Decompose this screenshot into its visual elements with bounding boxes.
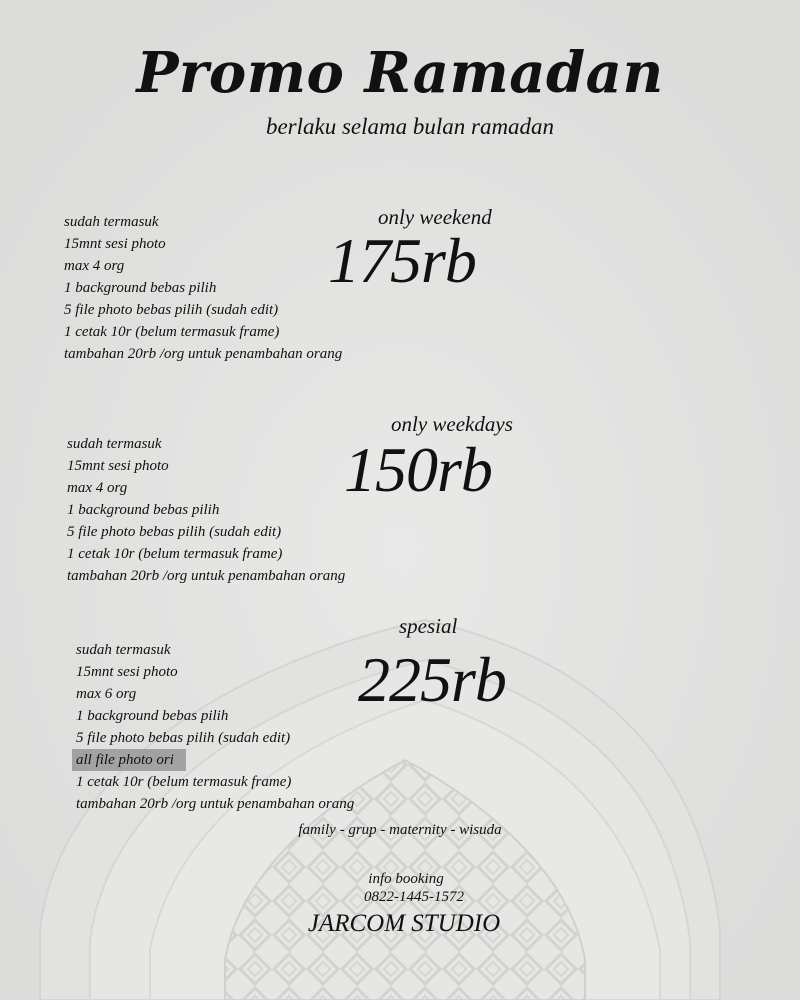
package-weekend-features: [64, 211, 342, 365]
booking-phone-number: 0822-1445-1572: [364, 889, 464, 905]
feature-item: 1 cetak 10r (belum termasuk frame): [76, 774, 292, 790]
feature-item: 5 file photo bebas pilih (sudah edit): [67, 524, 282, 540]
feature-item: sudah termasuk: [64, 214, 159, 230]
package-spesial-label: spesial: [399, 614, 458, 638]
feature-item: max 4 org: [67, 480, 128, 496]
studio-name: JARCOM STUDIO: [307, 910, 501, 937]
feature-item: tambahan 20rb /org untuk penambahan orang: [64, 346, 343, 362]
session-categories: family - grup - maternity - wisuda: [298, 822, 502, 838]
booking-info-label: info booking: [368, 871, 444, 887]
feature-item: tambahan 20rb /org untuk penambahan orang: [76, 796, 355, 812]
feature-item: 15mnt sesi photo: [64, 236, 166, 252]
feature-item: sudah termasuk: [67, 436, 162, 452]
feature-item: 1 background bebas pilih: [64, 280, 217, 296]
feature-item: 1 background bebas pilih: [76, 708, 229, 724]
promo-title: Promo Ramadan: [136, 40, 664, 106]
promo-subtitle: berlaku selama bulan ramadan: [265, 114, 555, 139]
feature-item: max 6 org: [76, 686, 137, 702]
package-weekend-label: only weekend: [378, 205, 492, 229]
feature-item: 5 file photo bebas pilih (sudah edit): [76, 730, 291, 746]
feature-item: 1 background bebas pilih: [67, 502, 220, 518]
feature-item: 15mnt sesi photo: [76, 664, 178, 680]
feature-item: 15mnt sesi photo: [67, 458, 169, 474]
package-weekdays-label: only weekdays: [391, 412, 513, 436]
highlighted-feature-item: all file photo ori: [72, 749, 186, 771]
feature-item: 1 cetak 10r (belum termasuk frame): [67, 546, 283, 562]
package-spesial-features: [76, 639, 354, 815]
feature-item: 5 file photo bebas pilih (sudah edit): [64, 302, 279, 318]
package-spesial-price: 225rb: [358, 644, 506, 715]
feature-item: sudah termasuk: [76, 642, 171, 658]
package-weekdays-price: 150rb: [344, 434, 492, 505]
feature-item: 1 cetak 10r (belum termasuk frame): [64, 324, 280, 340]
feature-item: max 4 org: [64, 258, 125, 274]
feature-item: tambahan 20rb /org untuk penambahan orang: [67, 568, 346, 584]
package-weekend-price: 175rb: [328, 225, 476, 296]
package-weekdays-features: [67, 433, 345, 587]
